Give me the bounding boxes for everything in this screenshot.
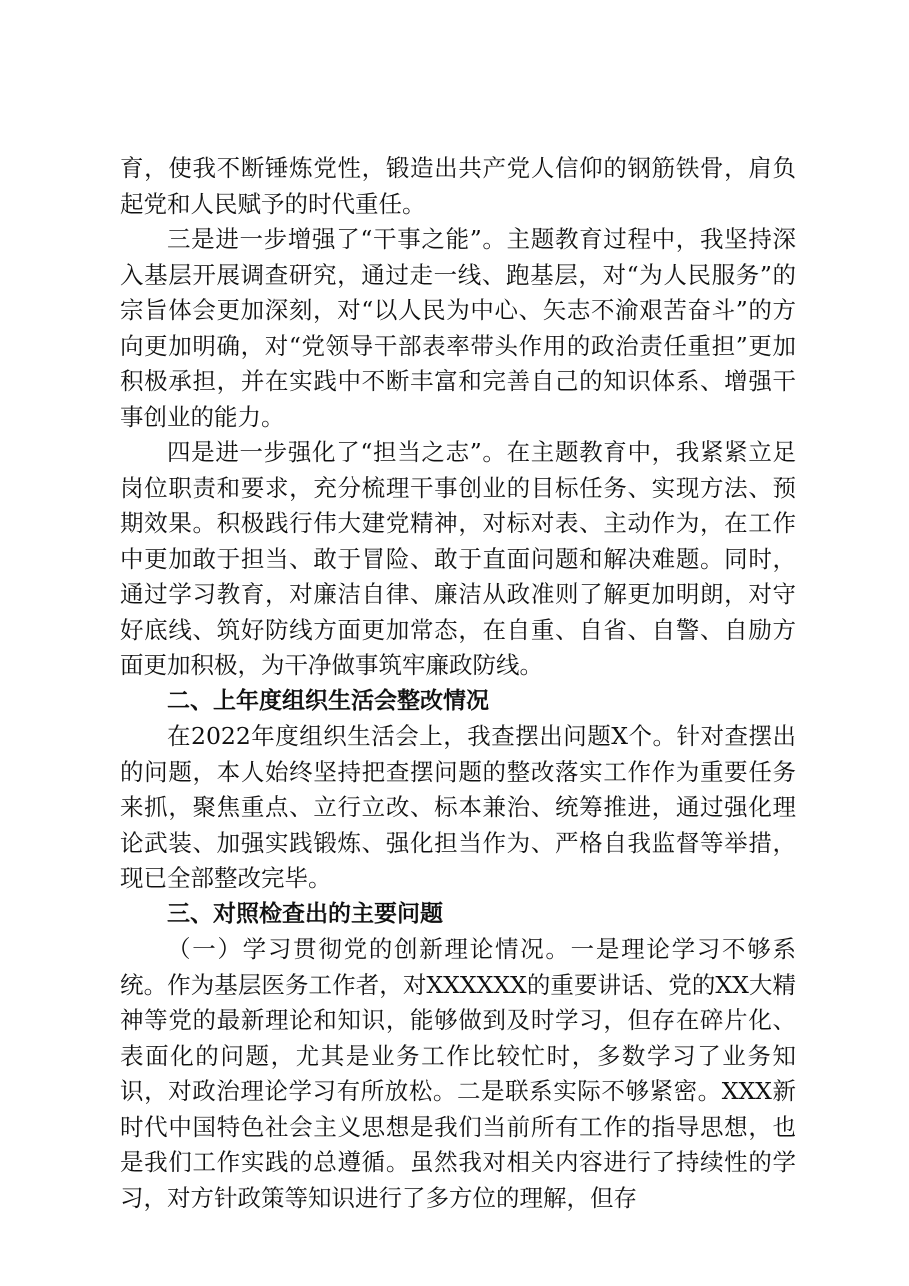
paragraph-fourth-point: 四是进一步强化了“担当之志”。在主题教育中，我紧紧立足岗位职责和要求，充分梳理干事创业的目标任务、实现方法、预期效果。积极践行伟大建党精神，对标对表、主动作为，在工作中更加敢于担当、敢于冒险、敢于直面问题和解决难题。同时，通过学习教育，对廉洁自律、廉洁从政准则了解更加明朗，对守好底线、筑好防线方面更加常态，在自重、自省、自警、自励方面更加积极，为干净做事筑牢廉政防线。 [120, 438, 796, 679]
document-body [120, 151, 796, 1216]
paragraph-third-point: 三是进一步增强了“干事之能”。主题教育过程中，我坚持深入基层开展调查研究，通过走一线、跑基层，对“为人民服务”的宗旨体会更加深刻，对“以人民为中心、矢志不渝艰苦奋斗”的方向更加明确，对“党领导干部表率带头作用的政治责任重担”更加积极承担，并在实践中不断丰富和完善自己的知识体系、增强干事创业的能力。 [120, 225, 796, 431]
paragraph-continuation: 育，使我不断锤炼党性，锻造出共产党人信仰的钢筋铁骨，肩负起党和人民赋予的时代重任。 [120, 154, 796, 218]
section-heading-rectification: 二、上年度组织生活会整改情况 [167, 687, 489, 714]
paragraph-main-problems: （一）学习贯彻党的创新理论情况。一是理论学习不够系统。作为基层医务工作者，对XXXXXX的重要讲话、党的XX大精神等党的最新理论和知识，能够做到及时学习，但存在碎片化、表面化的问题，尤其是业务工作比较忙时，多数学习了业务知识，对政治理论学习有所放松。二是联系实际不够紧密。XXX新时代中国特色社会主义思想是我们当前所有工作的指导思想，也是我们工作实践的总遵循。虽然我对相关内容进行了持续性的学习，对方针政策等知识进行了多方位的理解，但存 [120, 935, 796, 1212]
section-heading-main-problems: 三、对照检查出的主要问题 [167, 900, 443, 927]
paragraph-rectification: 在2022年度组织生活会上，我查摆出问题X个。针对查摆出的问题，本人始终坚持把查摆问题的整改落实工作作为重要任务来抓，聚焦重点、立行立改、标本兼治、统筹推进，通过强化理论武装、加强实践锻炼、强化担当作为、严格自我监督等举措，现已全部整改完毕。 [120, 722, 796, 892]
